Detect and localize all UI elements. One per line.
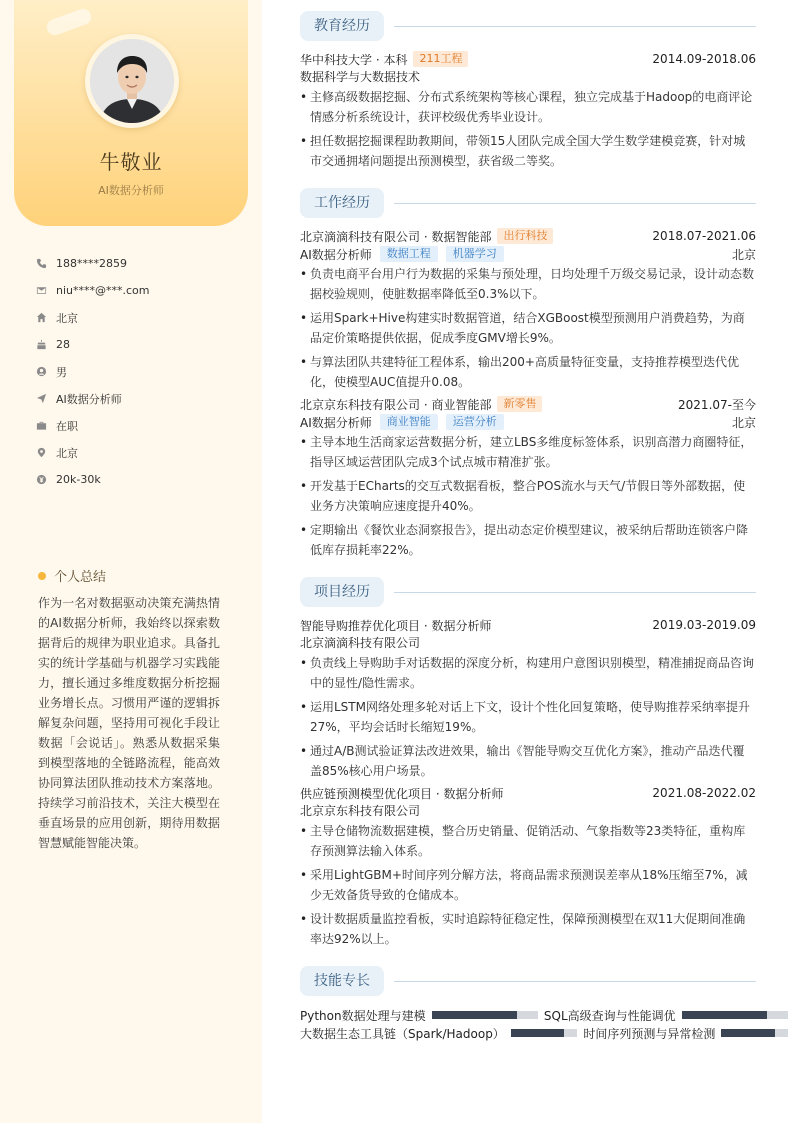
list-item: • 开发基于ECharts的交互式数据看板，整合POS流水与天气/节假日等外部数据，使业务方决策响应速度提升40%。: [300, 476, 756, 516]
skills-list: [300, 1006, 794, 1042]
skill-tag: 商业智能: [380, 414, 438, 430]
contact-item-position: [36, 385, 246, 412]
section-education-header: [300, 11, 756, 41]
section-title: 项目经历: [300, 577, 384, 607]
avatar-portrait-icon: [90, 39, 174, 123]
major: 数据科学与大数据技术: [300, 70, 421, 84]
project-bullets: [300, 653, 756, 781]
summary-heading: [38, 566, 106, 585]
list-item: • 运用Spark+Hive构建实时数据管道，结合XGBoost模型预测用户消费趋势，为商品定价策略提供依据，促成季度GMV增长9%。: [300, 308, 756, 348]
skill-tag: 数据工程: [380, 246, 438, 262]
home-icon: [36, 312, 56, 323]
location-pin-icon: [36, 447, 56, 458]
skill-bar: [511, 1029, 578, 1037]
company-name: 北京滴滴科技有限公司 · 数据智能部: [300, 229, 492, 244]
candidate-name: 牛敬业: [99, 150, 163, 174]
skill-row: [300, 1006, 794, 1024]
school-tag: 211工程: [413, 51, 468, 67]
skill-name: SQL高级查询与性能调优: [543, 1008, 676, 1023]
contact-value: 男: [56, 365, 67, 379]
section-skills-header: [300, 966, 756, 996]
skill-bar: [682, 1011, 788, 1019]
briefcase-icon: [36, 420, 56, 431]
section-title: 工作经历: [300, 188, 384, 218]
contact-value: 在职: [56, 419, 78, 433]
skill-bar-fill: [511, 1029, 564, 1037]
gender-icon: [36, 366, 56, 377]
cake-icon: [36, 339, 56, 350]
summary-text: 作为一名对数据驱动决策充满热情的AI数据分析师，我始终以探索数据背后的规律为职业追求。具备扎实的统计学基础与机器学习实践能力，擅长通过多维度数据分析挖掘业务增长点。习惯用严谨的逻辑拆解复杂问题，坚持用可视化手段让数据「会说话」。熟悉从数据采集到模型落地的全链路流程，能高效协同算法团队推动技术方案落地。持续学习前沿技术，关注大模型在垂直场景的应用创新，期待用数据智慧赋能智能决策。: [38, 596, 220, 850]
education-date: 2014.09-2018.06: [652, 52, 756, 66]
list-item: • 通过A/B测试验证算法改进效果，输出《智能导购交互优化方案》，推动产品迭代覆盖85%核心用户场景。: [300, 741, 756, 781]
work-entry-2: [300, 395, 756, 564]
phone-icon: [36, 258, 56, 269]
project-name: 智能导购推荐优化项目 · 数据分析师: [300, 618, 492, 633]
contact-item-city: [36, 304, 246, 331]
decorative-pill: [45, 7, 94, 38]
project-name: 供应链预测模型优化项目 · 数据分析师: [300, 786, 504, 801]
send-icon: [36, 393, 56, 404]
education-bullets: [300, 87, 756, 171]
mail-icon: [36, 285, 56, 296]
project-entry-1: [300, 616, 756, 785]
work-date: 2021.07-至今: [678, 397, 756, 412]
skill-bar-fill: [721, 1029, 774, 1037]
industry-tag: 出行科技: [497, 228, 553, 244]
industry-tag: 新零售: [497, 396, 542, 412]
list-item: • 负责电商平台用户行为数据的采集与预处理，日均处理千万级交易记录，设计动态数据校验规则，使脏数据率降低至0.3%以下。: [300, 264, 756, 304]
work-bullets: [300, 432, 756, 560]
project-company: 北京滴滴科技有限公司: [300, 636, 421, 650]
project-date: 2019.03-2019.09: [652, 618, 756, 632]
list-item: • 主导本地生活商家运营数据分析，建立LBS多维度标签体系，识别高潜力商圈特征，指导区域运营团队完成3个试点城市精准扩张。: [300, 432, 756, 472]
work-bullets: [300, 264, 756, 392]
section-projects-header: [300, 577, 756, 607]
summary-dot-icon: [38, 572, 46, 580]
contact-item-phone: [36, 250, 246, 277]
section-divider: [394, 203, 756, 204]
sidebar: [0, 0, 262, 1123]
contact-item-target-city: [36, 439, 246, 466]
list-item: • 担任数据挖掘课程助教期间，带领15人团队完成全国大学生数学建模竞赛，针对城市交通拥堵问题提出预测模型，获省级二等奖。: [300, 131, 756, 171]
contact-value: 188****2859: [56, 257, 127, 270]
contact-value: 20k-30k: [56, 473, 101, 486]
contact-value: 28: [56, 338, 70, 351]
contact-value: 北京: [56, 446, 78, 460]
job-title: AI数据分析师: [300, 247, 372, 262]
skill-tag: 运营分析: [446, 414, 504, 430]
section-title: 教育经历: [300, 11, 384, 41]
contact-value: niu****@***.com: [56, 284, 150, 297]
list-item: • 与算法团队共建特征工程体系，输出200+高质量特征变量，支持推荐模型迭代优化，使模型AUC值提升0.08。: [300, 352, 756, 392]
section-divider: [394, 26, 756, 27]
skill-name: 大数据生态工具链（Spark/Hadoop）: [300, 1026, 505, 1041]
skill-name: Python数据处理与建模: [300, 1008, 426, 1023]
skill-row: [300, 1024, 794, 1042]
project-date: 2021.08-2022.02: [652, 786, 756, 800]
avatar: [90, 39, 174, 123]
section-title: 技能专长: [300, 966, 384, 996]
contact-value: 北京: [56, 311, 78, 325]
contact-item-salary: [36, 466, 246, 493]
section-divider: [394, 592, 756, 593]
contact-item-age: [36, 331, 246, 358]
job-title: AI数据分析师: [300, 415, 372, 430]
skill-bar-fill: [682, 1011, 767, 1019]
project-bullets: [300, 821, 756, 949]
work-city: 北京: [731, 415, 756, 430]
list-item: • 运用LSTM网络处理多轮对话上下文，设计个性化回复策略，使导购推荐采纳率提升27%，平均会话时长缩短19%。: [300, 697, 756, 737]
list-item: • 主修高级数据挖掘、分布式系统架构等核心课程，独立完成基于Hadoop的电商评论情感分析系统设计，获评校级优秀毕业设计。: [300, 87, 756, 127]
company-name: 北京京东科技有限公司 · 商业智能部: [300, 397, 492, 412]
education-entry: [300, 50, 756, 175]
skill-bar: [721, 1029, 788, 1037]
list-item: • 定期输出《餐饮业态洞察报告》，提出动态定价模型建议，被采纳后帮助连锁客户降低库存损耗率22%。: [300, 520, 756, 560]
money-icon: [36, 474, 56, 485]
contact-item-status: [36, 412, 246, 439]
list-item: • 采用LightGBM+时间序列分解方法，将商品需求预测误差率从18%压缩至7%，减少无效备货导致的仓储成本。: [300, 865, 756, 905]
section-work-header: [300, 188, 756, 218]
work-entry-1: [300, 227, 756, 396]
summary-title: 个人总结: [54, 570, 107, 585]
skill-bar-fill: [432, 1011, 517, 1019]
work-city: 北京: [731, 247, 756, 262]
project-entry-2: [300, 784, 756, 953]
skill-name: 时间序列预测与异常检测: [583, 1026, 716, 1041]
list-item: • 负责线上导购助手对话数据的深度分析，构建用户意图识别模型，精准捕捉商品咨询中的显性/隐性需求。: [300, 653, 756, 693]
contact-item-gender: [36, 358, 246, 385]
contact-value: AI数据分析师: [56, 392, 122, 406]
contact-item-email: [36, 277, 246, 304]
contact-list: [36, 250, 246, 493]
section-divider: [394, 981, 756, 982]
school-name: 华中科技大学 · 本科: [300, 52, 408, 67]
list-item: • 主导仓储物流数据建模，整合历史销量、促销活动、气象指数等23类特征，重构库存预测算法输入体系。: [300, 821, 756, 861]
profile-header: [14, 0, 248, 226]
skill-bar: [432, 1011, 538, 1019]
project-company: 北京京东科技有限公司: [300, 804, 421, 818]
work-date: 2018.07-2021.06: [652, 229, 756, 243]
candidate-role: AI数据分析师: [98, 184, 164, 197]
avatar-ring: [85, 34, 179, 128]
list-item: • 设计数据质量监控看板，实时追踪特征稳定性，保障预测模型在双11大促期间准确率达92%以上。: [300, 909, 756, 949]
skill-tag: 机器学习: [446, 246, 504, 262]
